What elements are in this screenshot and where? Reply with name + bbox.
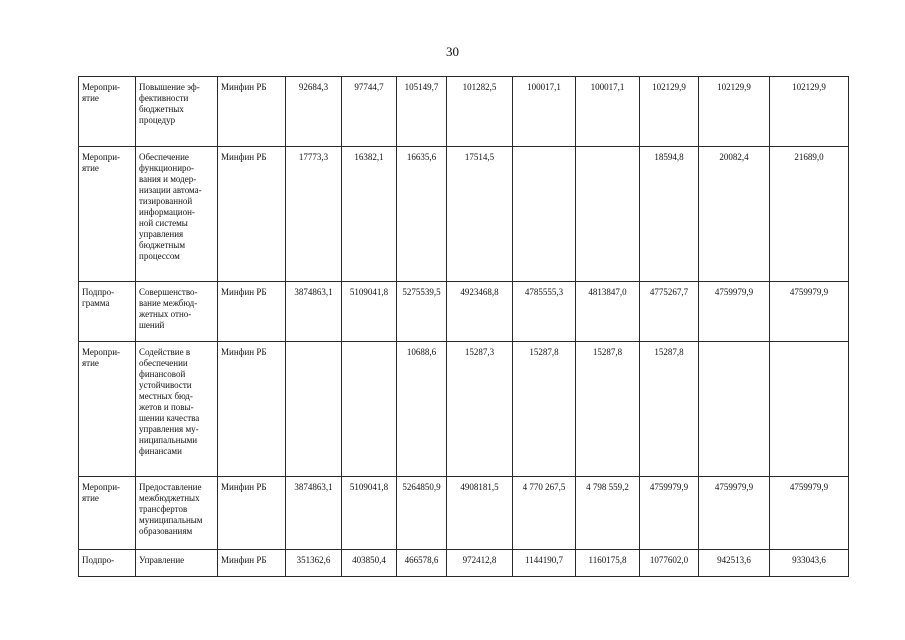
row-value-cell: 4759979,9 — [770, 282, 849, 342]
row-value-cell — [286, 342, 342, 477]
row-value-cell: 5264850,9 — [397, 477, 447, 550]
row-value-cell: 21689,0 — [770, 147, 849, 282]
row-value-cell: 15287,8 — [640, 342, 699, 477]
row-value-cell: 351362,6 — [286, 550, 342, 577]
row-value-cell: 97744,7 — [342, 77, 397, 147]
table-row — [79, 342, 849, 477]
row-value-cell: 1077602,0 — [640, 550, 699, 577]
row-type-cell: Меропри- ятие — [79, 342, 136, 477]
row-value-cell — [576, 147, 640, 282]
row-value-cell: 18594,8 — [640, 147, 699, 282]
row-value-cell: 100017,1 — [513, 77, 576, 147]
row-executor-cell: Минфин РБ — [218, 77, 286, 147]
row-value-cell: 10688,6 — [397, 342, 447, 477]
row-value-cell: 4759979,9 — [640, 477, 699, 550]
row-value-cell: 4908181,5 — [447, 477, 513, 550]
row-value-cell: 17773,3 — [286, 147, 342, 282]
table-row — [79, 77, 849, 147]
row-value-cell: 3874863,1 — [286, 477, 342, 550]
row-value-cell: 101282,5 — [447, 77, 513, 147]
row-value-cell: 17514,5 — [447, 147, 513, 282]
row-value-cell: 102129,9 — [640, 77, 699, 147]
row-executor-cell: Минфин РБ — [218, 282, 286, 342]
row-type-cell: Меропри- ятие — [79, 77, 136, 147]
row-value-cell — [770, 342, 849, 477]
table-row — [79, 550, 849, 577]
row-value-cell: 1160175,8 — [576, 550, 640, 577]
row-executor-cell: Минфин РБ — [218, 147, 286, 282]
table-row — [79, 477, 849, 550]
row-value-cell: 20082,4 — [699, 147, 770, 282]
row-value-cell — [699, 342, 770, 477]
row-type-cell: Меропри- ятие — [79, 147, 136, 282]
row-value-cell: 5275539,5 — [397, 282, 447, 342]
row-value-cell: 4759979,9 — [770, 477, 849, 550]
row-value-cell: 4 798 559,2 — [576, 477, 640, 550]
row-value-cell: 4785555,3 — [513, 282, 576, 342]
row-value-cell: 4775267,7 — [640, 282, 699, 342]
row-name-cell: Повышение эф- фективности бюджетных процедур — [136, 77, 218, 147]
row-value-cell: 942513,6 — [699, 550, 770, 577]
row-value-cell: 403850,4 — [342, 550, 397, 577]
row-value-cell: 933043,6 — [770, 550, 849, 577]
row-value-cell: 15287,8 — [576, 342, 640, 477]
row-executor-cell: Минфин РБ — [218, 342, 286, 477]
row-value-cell — [342, 342, 397, 477]
row-value-cell: 15287,3 — [447, 342, 513, 477]
row-value-cell: 1144190,7 — [513, 550, 576, 577]
row-value-cell: 100017,1 — [576, 77, 640, 147]
row-value-cell: 5109041,8 — [342, 282, 397, 342]
row-value-cell: 4759979,9 — [699, 477, 770, 550]
row-value-cell: 4759979,9 — [699, 282, 770, 342]
row-value-cell: 466578,6 — [397, 550, 447, 577]
row-value-cell: 5109041,8 — [342, 477, 397, 550]
row-name-cell: Управление — [136, 550, 218, 577]
row-value-cell: 15287,8 — [513, 342, 576, 477]
budget-table — [78, 76, 849, 577]
row-name-cell: Совершенство- вание межбюд- жетных отно- шений — [136, 282, 218, 342]
row-value-cell: 972412,8 — [447, 550, 513, 577]
row-value-cell: 102129,9 — [770, 77, 849, 147]
row-value-cell: 16382,1 — [342, 147, 397, 282]
row-value-cell: 3874863,1 — [286, 282, 342, 342]
row-type-cell: Подпро- грамма — [79, 282, 136, 342]
row-name-cell: Содействие в обеспечении финансовой устойчивости местных бюд- жетов и повы- шении качества управления му- ниципальными финансами — [136, 342, 218, 477]
table-row — [79, 282, 849, 342]
row-type-cell: Меропри- ятие — [79, 477, 136, 550]
row-value-cell: 16635,6 — [397, 147, 447, 282]
row-name-cell: Предоставление межбюджетных трансфертов муниципальным образованиям — [136, 477, 218, 550]
row-executor-cell: Минфин РБ — [218, 477, 286, 550]
table-row — [79, 147, 849, 282]
row-name-cell: Обеспечение функциониро- вания и модер- низации автома- тизированной информацион- ной системы управления бюджетным процессом — [136, 147, 218, 282]
row-value-cell: 105149,7 — [397, 77, 447, 147]
row-value-cell: 4923468,8 — [447, 282, 513, 342]
row-value-cell: 92684,3 — [286, 77, 342, 147]
page-number: 30 — [446, 44, 459, 59]
row-value-cell: 102129,9 — [699, 77, 770, 147]
row-value-cell — [513, 147, 576, 282]
table-body — [79, 77, 849, 577]
row-value-cell: 4813847,0 — [576, 282, 640, 342]
row-type-cell: Подпро- — [79, 550, 136, 577]
row-value-cell: 4 770 267,5 — [513, 477, 576, 550]
row-executor-cell: Минфин РБ — [218, 550, 286, 577]
